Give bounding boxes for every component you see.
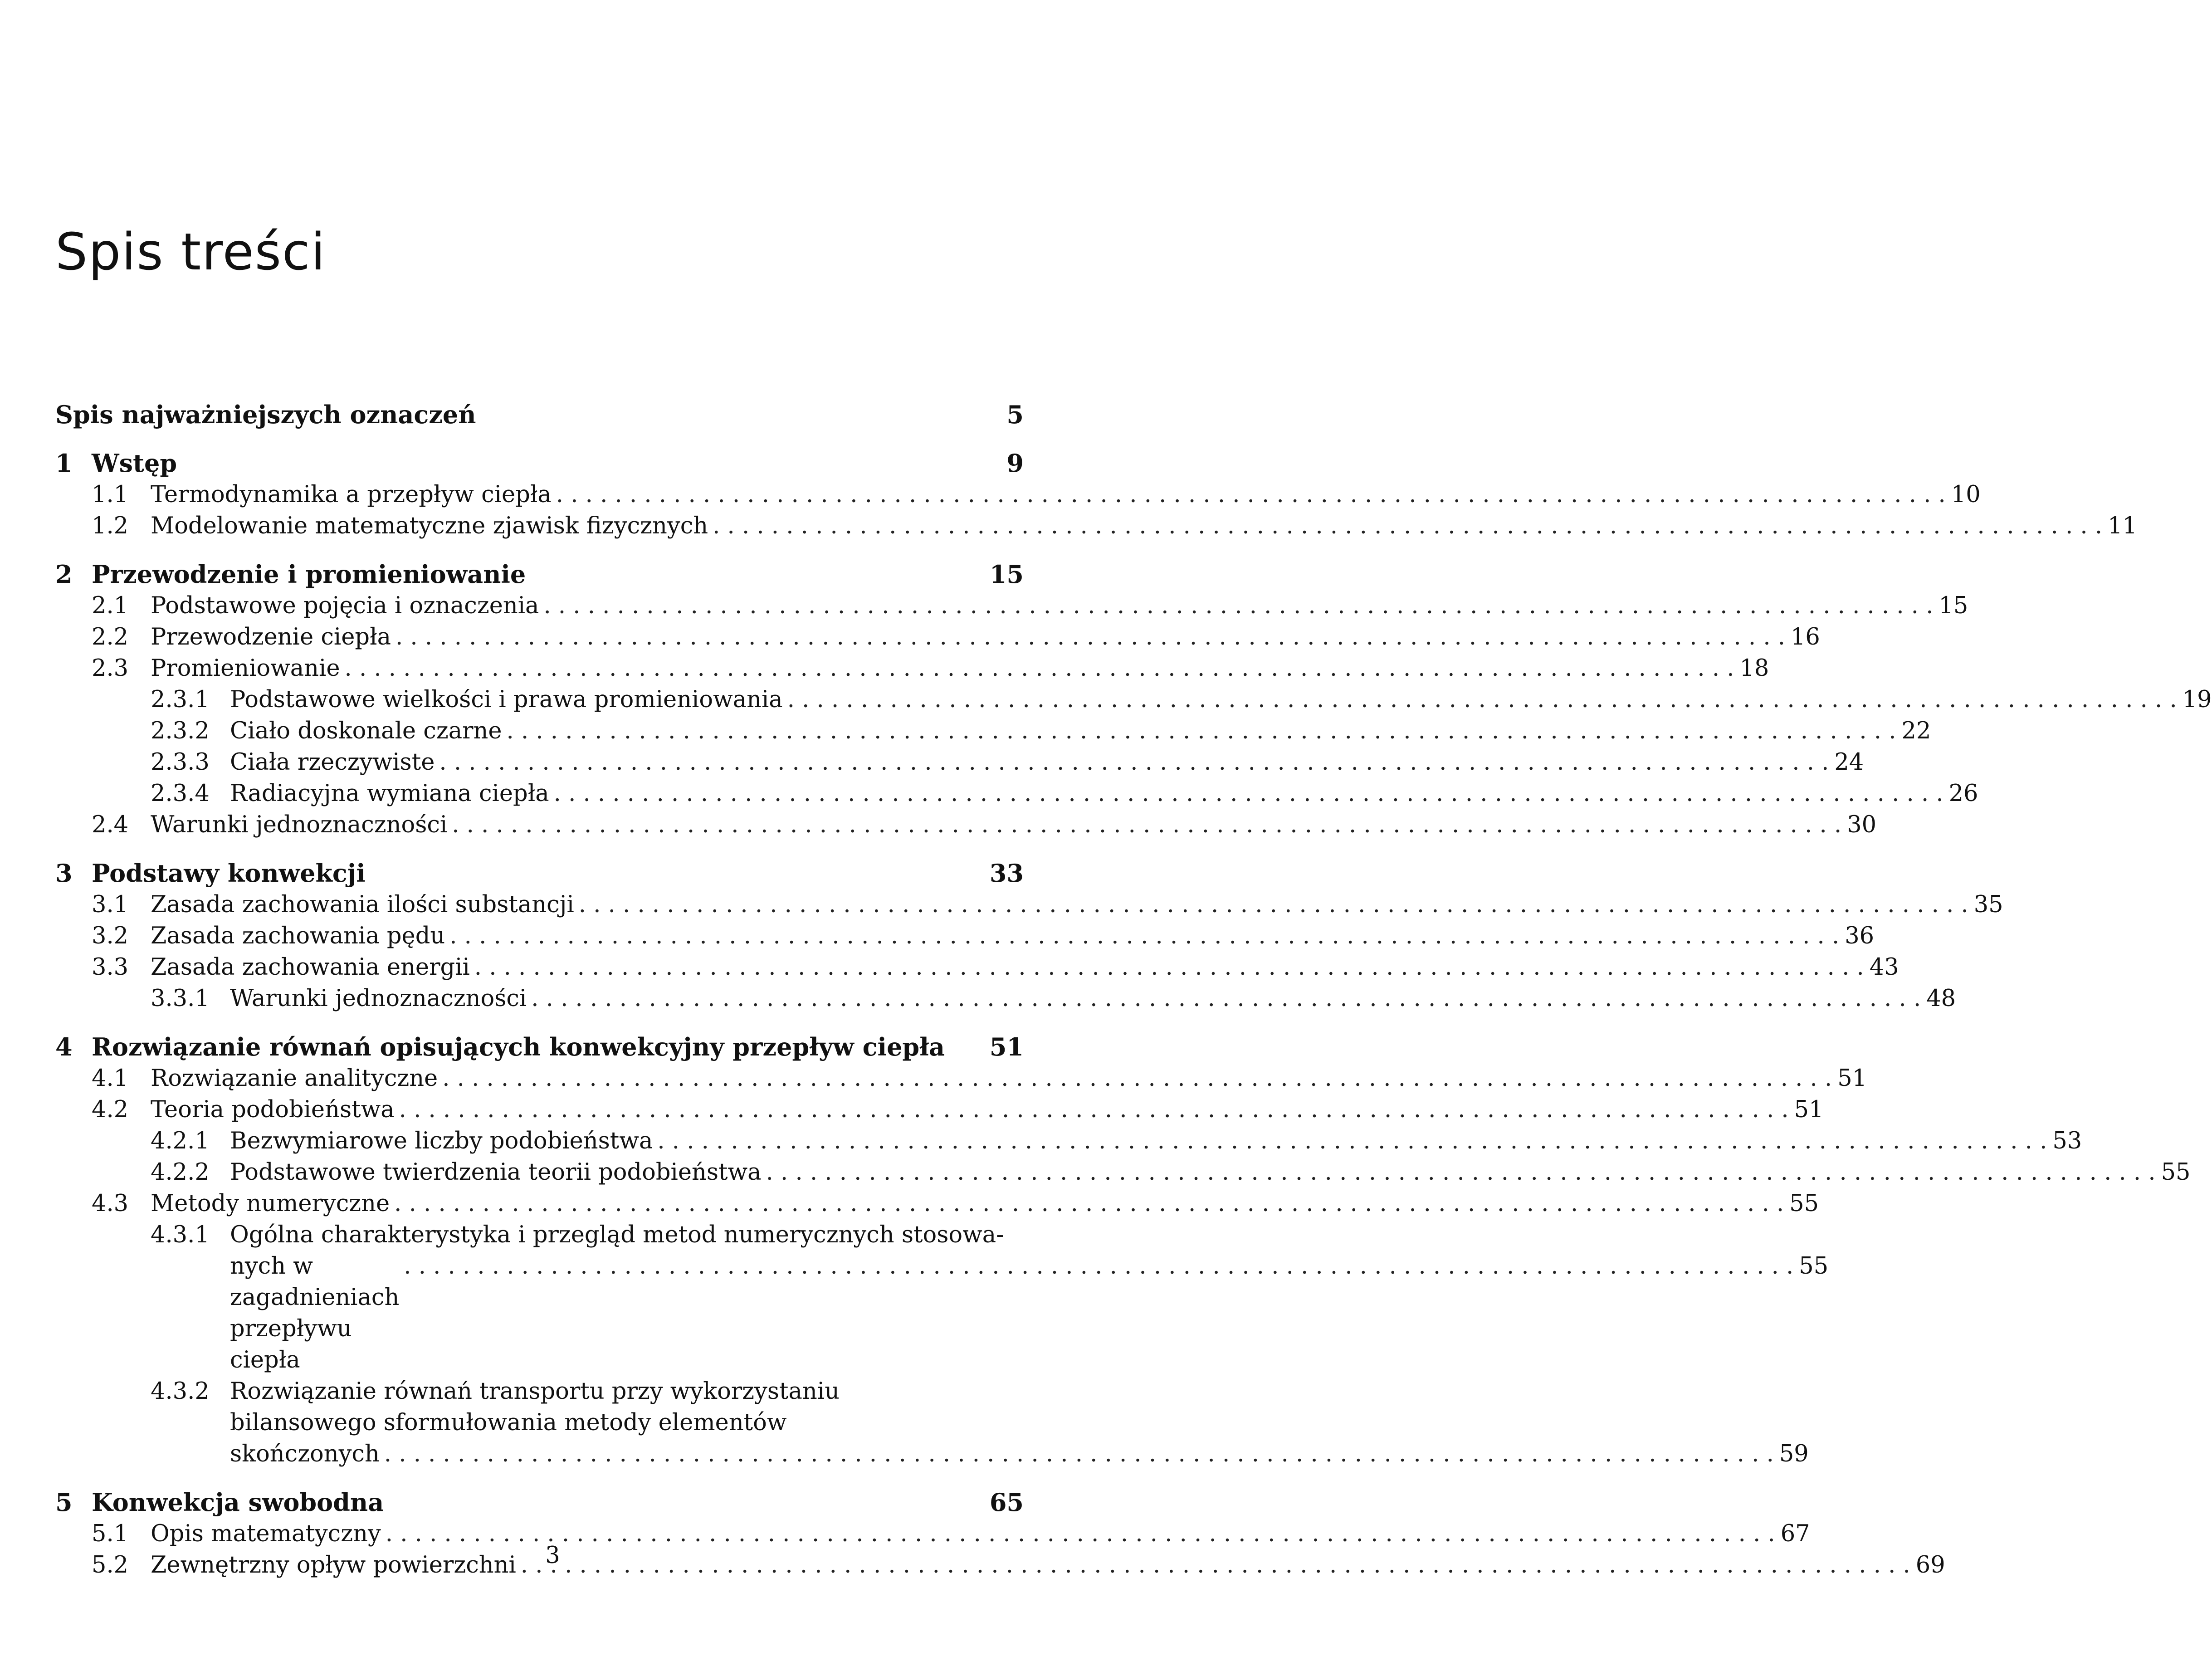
page-title: Spis treści	[55, 223, 326, 282]
toc-chapter-5[interactable]	[55, 1487, 1024, 1518]
toc-chapter-title: Przewodzenie i promieniowanie	[92, 560, 526, 589]
toc-chapter-page: 15	[989, 560, 1024, 589]
toc-section-title: Zasada zachowania energii	[151, 954, 470, 981]
dot-leader	[449, 920, 1839, 952]
toc-section-title: Zasada zachowania pędu	[151, 923, 445, 949]
toc-section-title: Rozwiązanie analityczne	[151, 1065, 438, 1092]
toc-section-number: 2.1	[92, 592, 129, 619]
dot-leader	[507, 715, 1896, 747]
toc-section[interactable]	[55, 479, 1981, 510]
toc-subsection-title: Warunki jednoznaczności	[230, 985, 527, 1012]
toc-subsection-title: Ciało doskonale czarne	[230, 718, 502, 744]
toc-section[interactable]	[55, 889, 2003, 920]
toc-section-number: 2.3	[92, 655, 129, 682]
dot-leader	[556, 479, 1946, 510]
toc-front-matter[interactable]	[55, 399, 1024, 430]
toc-subsection-number: 4.3.2	[151, 1378, 210, 1405]
toc-section-title: Termodynamika a przepływ ciepła	[151, 481, 552, 508]
dot-leader	[394, 1188, 1784, 1219]
toc-subsection[interactable]	[55, 1125, 2082, 1157]
dot-leader	[657, 1125, 2047, 1157]
toc-chapter-page: 33	[989, 859, 1024, 888]
toc-section-title: Warunki jednoznaczności	[151, 811, 448, 838]
toc-section-page: 11	[2108, 513, 2137, 539]
toc-section[interactable]	[55, 1094, 1824, 1125]
toc-section-title: Teoria podobieństwa	[151, 1096, 395, 1123]
toc-section-title: Zewnętrzny opływ powierzchni	[151, 1552, 516, 1578]
toc-chapter-number: 4	[55, 1032, 73, 1061]
toc-section[interactable]	[55, 952, 1899, 983]
toc-section[interactable]	[55, 590, 1968, 621]
toc-chapter-title: Podstawy konwekcji	[92, 859, 366, 888]
toc-section-page: 35	[1973, 891, 2003, 918]
toc-subsection-page: 59	[1779, 1441, 1809, 1467]
toc-section-number: 3.2	[92, 923, 129, 949]
toc-section[interactable]	[55, 1063, 1867, 1094]
toc-subsection[interactable]	[55, 715, 1931, 747]
toc-section-page: 16	[1790, 624, 1820, 650]
toc-subsection-page: 53	[2052, 1128, 2082, 1154]
toc-section-number: 4.1	[92, 1065, 129, 1092]
toc-subsection-title: Ciała rzeczywiste	[230, 749, 435, 776]
toc-subsection-number: 4.2.2	[151, 1159, 210, 1186]
toc-section-title: Podstawowe pojęcia i oznaczenia	[151, 592, 539, 619]
toc-subsection[interactable]	[55, 747, 1864, 778]
toc-subsection-number: 2.3.3	[151, 749, 210, 776]
toc-chapter-1[interactable]	[55, 448, 1024, 479]
dot-leader	[531, 983, 1921, 1014]
page-number: 3	[545, 1542, 560, 1569]
toc-subsection-page: 22	[1901, 718, 1931, 744]
toc-chapter-number: 1	[55, 449, 73, 478]
dot-leader	[396, 621, 1785, 653]
toc-section-number: 5.2	[92, 1552, 129, 1578]
toc-section-number: 3.1	[92, 891, 129, 918]
toc-chapter-2[interactable]	[55, 559, 1024, 590]
toc-section-number: 4.2	[92, 1096, 129, 1123]
toc-section-title: Przewodzenie ciepła	[151, 624, 391, 650]
toc-subsection-page: 48	[1926, 985, 1956, 1012]
toc-section-page: 67	[1780, 1520, 1810, 1547]
dot-leader	[787, 684, 2177, 715]
toc-chapter-page: 65	[989, 1488, 1024, 1517]
toc-subsection[interactable]	[55, 983, 1956, 1014]
toc-chapter-title: Wstęp	[92, 449, 177, 478]
dot-leader	[345, 653, 1734, 684]
toc-subsection-title-line: Rozwiązanie równań transportu przy wykorzystaniu	[230, 1378, 840, 1405]
toc-section[interactable]	[55, 920, 1875, 952]
toc-chapter-number: 2	[55, 560, 73, 589]
toc-section-page: 10	[1951, 481, 1981, 508]
toc-subsection-page: 19	[2182, 686, 2212, 713]
dot-leader	[474, 952, 1864, 983]
toc-subsection-number: 2.3.4	[151, 780, 210, 807]
toc-chapter-page: 51	[989, 1032, 1024, 1061]
toc-subsection-title: Podstawowe twierdzenia teorii podobieństwa	[230, 1159, 762, 1186]
toc-chapter-number: 3	[55, 859, 73, 888]
toc-section-number: 1.2	[92, 513, 129, 539]
toc-chapter-title: Konwekcja swobodna	[92, 1488, 384, 1517]
toc-subsection[interactable]	[55, 778, 1978, 809]
toc-section-title: Promieniowanie	[151, 655, 340, 682]
toc-section-page: 18	[1739, 655, 1769, 682]
toc-section-title: Zasada zachowania ilości substancji	[151, 891, 574, 918]
toc-subsection-page: 26	[1948, 780, 1978, 807]
toc-chapter-3[interactable]	[55, 858, 1024, 889]
toc-section[interactable]	[55, 510, 2137, 542]
toc-section-number: 4.3	[92, 1190, 129, 1217]
dot-leader	[579, 889, 1968, 920]
toc-subsection-page: 55	[2161, 1159, 2191, 1186]
toc-section[interactable]	[55, 653, 1769, 684]
dot-leader	[439, 747, 1829, 778]
toc-subsection-page: 24	[1834, 749, 1864, 776]
toc-section-page: 51	[1794, 1096, 1824, 1123]
toc-subsection[interactable]	[55, 1157, 2191, 1188]
toc-chapter-page: 9	[1006, 449, 1024, 478]
dot-leader	[766, 1157, 2156, 1188]
toc-subsection-number: 4.2.1	[151, 1128, 210, 1154]
toc-section-title: Opis matematyczny	[151, 1520, 381, 1547]
table-of-contents	[55, 399, 2212, 1581]
toc-subsection[interactable]	[55, 684, 2212, 715]
toc-section-page: 69	[1915, 1552, 1945, 1578]
toc-subsection-title-line: bilansowego sformułowania metody elementów	[230, 1409, 787, 1436]
toc-chapter-title: Rozwiązanie równań opisujących konwekcyjny przepływ ciepła	[92, 1032, 945, 1061]
toc-subsection-page: 55	[1799, 1253, 1829, 1280]
toc-section-number: 3.3	[92, 954, 129, 981]
toc-section-page: 55	[1789, 1190, 1819, 1217]
toc-subsection-number: 2.3.2	[151, 718, 210, 744]
dot-leader	[452, 809, 1841, 840]
toc-subsection-title: Radiacyjna wymiana ciepła	[230, 780, 549, 807]
toc-subsection-number: 2.3.1	[151, 686, 210, 713]
toc-section[interactable]	[55, 621, 1820, 653]
toc-section-page: 51	[1837, 1065, 1867, 1092]
toc-section-title: Modelowanie matematyczne zjawisk fizycznych	[151, 513, 708, 539]
toc-chapter-4[interactable]	[55, 1031, 1024, 1063]
dot-leader	[399, 1094, 1789, 1125]
toc-subsection-title-line: nych w zagadnieniach przepływu ciepła	[230, 1253, 400, 1373]
toc-section-page: 30	[1847, 811, 1877, 838]
toc-section-number: 1.1	[92, 481, 129, 508]
toc-subsection[interactable]	[55, 1376, 1809, 1470]
toc-subsection-title-line: Ogólna charakterystyka i przegląd metod numerycznych stosowa-	[230, 1221, 1004, 1248]
toc-entry-title: Spis najważniejszych oznaczeń	[55, 400, 476, 429]
toc-subsection-title: Bezwymiarowe liczby podobieństwa	[230, 1128, 653, 1154]
toc-section-title: Metody numeryczne	[151, 1190, 390, 1217]
toc-subsection-title: Podstawowe wielkości i prawa promieniowania	[230, 686, 783, 713]
dot-leader	[543, 590, 1933, 621]
toc-section[interactable]	[55, 1188, 1819, 1219]
toc-subsection-number: 3.3.1	[151, 985, 210, 1012]
dot-leader	[384, 1438, 1774, 1470]
toc-subsection-number: 4.3.1	[151, 1221, 210, 1248]
toc-section-page: 43	[1869, 954, 1899, 981]
toc-section-page: 36	[1845, 923, 1875, 949]
toc-section-number: 5.1	[92, 1520, 129, 1547]
toc-subsection-title-line: skończonych	[230, 1441, 380, 1467]
dot-leader	[554, 778, 1943, 809]
toc-section-number: 2.2	[92, 624, 129, 650]
toc-entry-page: 5	[1006, 400, 1024, 429]
dot-leader	[713, 510, 2102, 542]
dot-leader	[442, 1063, 1832, 1094]
toc-section-number: 2.4	[92, 811, 129, 838]
toc-section[interactable]	[55, 809, 1877, 840]
toc-chapter-number: 5	[55, 1488, 73, 1517]
dot-leader	[404, 1251, 1793, 1282]
toc-section-page: 15	[1939, 592, 1968, 619]
toc-subsection[interactable]	[55, 1219, 1829, 1376]
